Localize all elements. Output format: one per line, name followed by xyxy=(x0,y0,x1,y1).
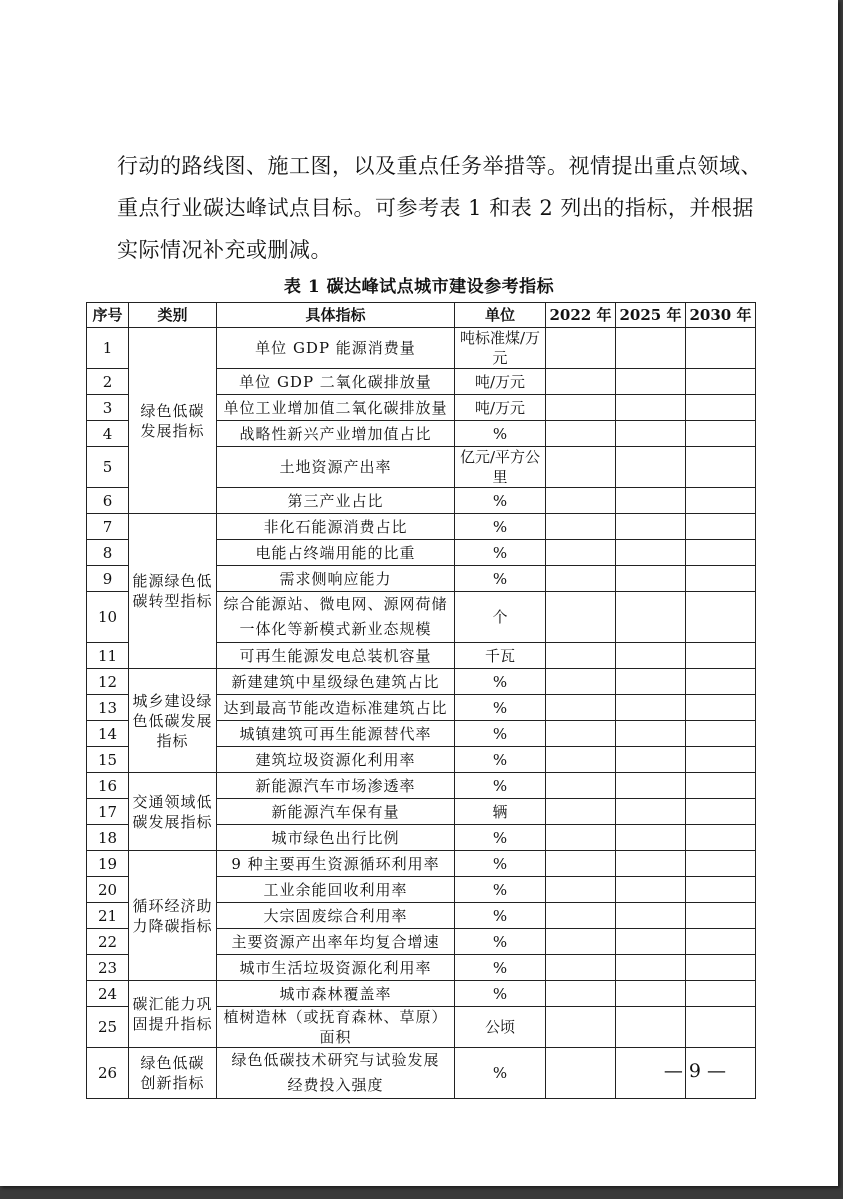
category-cell xyxy=(129,1048,217,1099)
value-cell-2022[interactable] xyxy=(546,328,616,369)
row-number: 19 xyxy=(87,851,129,877)
value-cell-2022[interactable] xyxy=(546,592,616,643)
header-indicator: 具体指标 xyxy=(217,303,455,328)
value-cell-2025[interactable] xyxy=(616,421,686,447)
category-label-line: 发展指标 xyxy=(140,421,205,440)
value-cell-2025[interactable] xyxy=(616,955,686,981)
value-cell-2022[interactable] xyxy=(546,488,616,514)
value-cell-2030[interactable] xyxy=(686,540,756,566)
unit-cell: 吨/万元 xyxy=(455,369,546,395)
unit-cell: 亿元/平方公里 xyxy=(455,447,546,488)
row-number: 8 xyxy=(87,540,129,566)
value-cell-2022[interactable] xyxy=(546,981,616,1007)
row-number: 6 xyxy=(87,488,129,514)
value-cell-2022[interactable] xyxy=(546,877,616,903)
unit-cell: % xyxy=(455,566,546,592)
unit-cell: % xyxy=(455,695,546,721)
category-label-line: 碳转型指标 xyxy=(132,592,213,610)
indicator-cell: 主要资源产出率年均复合增速 xyxy=(217,929,455,955)
category-cell xyxy=(129,981,217,1048)
unit-cell: % xyxy=(455,929,546,955)
row-number: 25 xyxy=(87,1007,129,1048)
indicator-cell: 9 种主要再生资源循环利用率 xyxy=(217,851,455,877)
header-unit: 单位 xyxy=(455,303,546,328)
table-header-row xyxy=(87,303,756,328)
indicator-cell: 城市生活垃圾资源化利用率 xyxy=(217,955,455,981)
value-cell-2030[interactable] xyxy=(686,369,756,395)
header-2025: 2025 年 xyxy=(616,303,686,328)
indicator-line: 一体化等新模式新业态规模 xyxy=(239,620,432,638)
value-cell-2022[interactable] xyxy=(546,514,616,540)
value-cell-2030[interactable] xyxy=(686,395,756,421)
indicator-cell: 新能源汽车保有量 xyxy=(217,799,455,825)
table-row xyxy=(87,328,756,369)
value-cell-2022[interactable] xyxy=(546,566,616,592)
row-number: 11 xyxy=(87,643,129,669)
value-cell-2025[interactable] xyxy=(616,903,686,929)
value-cell-2025[interactable] xyxy=(616,929,686,955)
row-number: 13 xyxy=(87,695,129,721)
row-number: 20 xyxy=(87,877,129,903)
header-no: 序号 xyxy=(87,303,129,328)
indicator-cell: 单位 GDP 能源消费量 xyxy=(217,328,455,369)
unit-cell: 千瓦 xyxy=(455,643,546,669)
value-cell-2030[interactable] xyxy=(686,903,756,929)
value-cell-2025[interactable] xyxy=(616,981,686,1007)
indicator-cell: 非化石能源消费占比 xyxy=(217,514,455,540)
value-cell-2022[interactable] xyxy=(546,395,616,421)
table-row xyxy=(87,669,756,695)
category-label-line: 固提升指标 xyxy=(132,1015,213,1033)
indicator-table xyxy=(86,302,756,1099)
category-label-line: 力降碳指标 xyxy=(132,916,213,935)
paragraph-line-1: 行动的路线图、施工图，以及重点任务举措等。视情提出重点领域、 xyxy=(117,154,762,178)
unit-cell: % xyxy=(455,851,546,877)
value-cell-2030[interactable] xyxy=(686,695,756,721)
value-cell-2022[interactable] xyxy=(546,903,616,929)
category-cell xyxy=(129,328,217,514)
value-cell-2025[interactable] xyxy=(616,695,686,721)
indicator-cell xyxy=(217,1048,455,1099)
value-cell-2025[interactable] xyxy=(616,773,686,799)
value-cell-2022[interactable] xyxy=(546,721,616,747)
value-cell-2030[interactable] xyxy=(686,773,756,799)
value-cell-2030[interactable] xyxy=(686,955,756,981)
value-cell-2030[interactable] xyxy=(686,981,756,1007)
row-number: 12 xyxy=(87,669,129,695)
value-cell-2025[interactable] xyxy=(616,643,686,669)
category-label-line: 绿色低碳 xyxy=(140,1054,205,1072)
indicator-cell: 城市绿色出行比例 xyxy=(217,825,455,851)
value-cell-2022[interactable] xyxy=(546,447,616,488)
unit-cell: % xyxy=(455,747,546,773)
value-cell-2022[interactable] xyxy=(546,747,616,773)
value-cell-2025[interactable] xyxy=(616,1007,686,1048)
indicator-cell: 城镇建筑可再生能源替代率 xyxy=(217,721,455,747)
indicator-cell: 单位 GDP 二氧化碳排放量 xyxy=(217,369,455,395)
unit-cell: % xyxy=(455,488,546,514)
indicator-cell: 建筑垃圾资源化利用率 xyxy=(217,747,455,773)
category-label-line: 能源绿色低 xyxy=(132,572,213,590)
unit-cell: % xyxy=(455,669,546,695)
row-number: 2 xyxy=(87,369,129,395)
unit-cell: % xyxy=(455,981,546,1007)
header-2030: 2030 年 xyxy=(686,303,756,328)
category-cell xyxy=(129,851,217,981)
unit-cell: % xyxy=(455,825,546,851)
unit-cell: 公顷 xyxy=(455,1007,546,1048)
indicator-line: 综合能源站、微电网、源网荷储 xyxy=(223,595,448,613)
row-number: 10 xyxy=(87,592,129,643)
unit-cell: % xyxy=(455,540,546,566)
row-number: 24 xyxy=(87,981,129,1007)
row-number: 15 xyxy=(87,747,129,773)
value-cell-2022[interactable] xyxy=(546,421,616,447)
category-cell xyxy=(129,773,217,851)
category-label-line: 城乡建设绿 xyxy=(132,691,213,710)
indicator-cell: 新建建筑中星级绿色建筑占比 xyxy=(217,669,455,695)
indicator-cell: 植树造林（或抚育森林、草原）面积 xyxy=(217,1007,455,1048)
value-cell-2022[interactable] xyxy=(546,540,616,566)
indicator-cell xyxy=(217,592,455,643)
value-cell-2025[interactable] xyxy=(616,592,686,643)
category-label-line: 绿色低碳 xyxy=(140,401,205,420)
value-cell-2030[interactable] xyxy=(686,328,756,369)
unit-cell: % xyxy=(455,903,546,929)
value-cell-2022[interactable] xyxy=(546,825,616,851)
value-cell-2030[interactable] xyxy=(686,929,756,955)
table-row xyxy=(87,851,756,877)
value-cell-2030[interactable] xyxy=(686,799,756,825)
table-body xyxy=(87,328,756,1099)
unit-cell: 个 xyxy=(455,592,546,643)
category-label-line: 色低碳发展 xyxy=(132,711,213,730)
category-label-line: 创新指标 xyxy=(140,1074,205,1092)
value-cell-2025[interactable] xyxy=(616,328,686,369)
row-number: 1 xyxy=(87,328,129,369)
row-number: 18 xyxy=(87,825,129,851)
indicator-cell: 大宗固废综合利用率 xyxy=(217,903,455,929)
indicator-cell: 达到最高节能改造标准建筑占比 xyxy=(217,695,455,721)
row-number: 7 xyxy=(87,514,129,540)
unit-cell: % xyxy=(455,421,546,447)
value-cell-2022[interactable] xyxy=(546,643,616,669)
unit-cell: % xyxy=(455,955,546,981)
header-category: 类别 xyxy=(129,303,217,328)
header-2022: 2022 年 xyxy=(546,303,616,328)
value-cell-2022[interactable] xyxy=(546,851,616,877)
indicator-cell: 可再生能源发电总装机容量 xyxy=(217,643,455,669)
indicator-cell: 战略性新兴产业增加值占比 xyxy=(217,421,455,447)
table-row xyxy=(87,981,756,1007)
page-number: — 9 — xyxy=(663,1060,726,1082)
paragraph-line-3: 实际情况补充或删减。 xyxy=(117,238,332,262)
value-cell-2030[interactable] xyxy=(686,747,756,773)
value-cell-2030[interactable] xyxy=(686,851,756,877)
unit-cell: % xyxy=(455,514,546,540)
value-cell-2022[interactable] xyxy=(546,369,616,395)
unit-cell: 吨标准煤/万元 xyxy=(455,328,546,369)
indicator-cell: 土地资源产出率 xyxy=(217,447,455,488)
value-cell-2022[interactable] xyxy=(546,773,616,799)
row-number: 23 xyxy=(87,955,129,981)
indicator-line: 经费投入强度 xyxy=(287,1076,384,1094)
indicator-cell: 单位工业增加值二氧化碳排放量 xyxy=(217,395,455,421)
value-cell-2030[interactable] xyxy=(686,514,756,540)
value-cell-2025[interactable] xyxy=(616,488,686,514)
value-cell-2025[interactable] xyxy=(616,540,686,566)
category-label-line: 循环经济助 xyxy=(132,896,213,915)
value-cell-2030[interactable] xyxy=(686,592,756,643)
value-cell-2025[interactable] xyxy=(616,395,686,421)
value-cell-2025[interactable] xyxy=(616,669,686,695)
value-cell-2022[interactable] xyxy=(546,669,616,695)
value-cell-2025[interactable] xyxy=(616,877,686,903)
value-cell-2030[interactable] xyxy=(686,825,756,851)
row-number: 3 xyxy=(87,395,129,421)
category-cell xyxy=(129,514,217,669)
value-cell-2030[interactable] xyxy=(686,447,756,488)
value-cell-2025[interactable] xyxy=(616,447,686,488)
value-cell-2030[interactable] xyxy=(686,566,756,592)
table-row xyxy=(87,1048,756,1099)
unit-cell: % xyxy=(455,773,546,799)
value-cell-2025[interactable] xyxy=(616,721,686,747)
value-cell-2025[interactable] xyxy=(616,514,686,540)
table-row xyxy=(87,773,756,799)
value-cell-2025[interactable] xyxy=(616,369,686,395)
row-number: 9 xyxy=(87,566,129,592)
indicator-cell: 新能源汽车市场渗透率 xyxy=(217,773,455,799)
value-cell-2022[interactable] xyxy=(546,695,616,721)
category-label-line: 碳发展指标 xyxy=(132,812,213,831)
value-cell-2025[interactable] xyxy=(616,799,686,825)
value-cell-2025[interactable] xyxy=(616,566,686,592)
value-cell-2022[interactable] xyxy=(546,929,616,955)
value-cell-2030[interactable] xyxy=(686,877,756,903)
value-cell-2030[interactable] xyxy=(686,669,756,695)
indicator-cell: 城市森林覆盖率 xyxy=(217,981,455,1007)
table-caption: 表 1 碳达峰试点城市建设参考指标 xyxy=(283,277,555,297)
row-number: 17 xyxy=(87,799,129,825)
indicator-cell: 需求侧响应能力 xyxy=(217,566,455,592)
value-cell-2025[interactable] xyxy=(616,747,686,773)
category-label-line: 碳汇能力巩 xyxy=(132,995,213,1013)
value-cell-2030[interactable] xyxy=(686,421,756,447)
value-cell-2022[interactable] xyxy=(546,799,616,825)
value-cell-2030[interactable] xyxy=(686,1007,756,1048)
value-cell-2030[interactable] xyxy=(686,488,756,514)
value-cell-2025[interactable] xyxy=(616,851,686,877)
row-number: 21 xyxy=(87,903,129,929)
indicator-cell: 电能占终端用能的比重 xyxy=(217,540,455,566)
row-number: 14 xyxy=(87,721,129,747)
value-cell-2025[interactable] xyxy=(616,825,686,851)
value-cell-2030[interactable] xyxy=(686,643,756,669)
category-cell xyxy=(129,669,217,773)
unit-cell: % xyxy=(455,1048,546,1099)
row-number: 5 xyxy=(87,447,129,488)
row-number: 4 xyxy=(87,421,129,447)
table-row xyxy=(87,514,756,540)
row-number: 22 xyxy=(87,929,129,955)
category-label-line: 指标 xyxy=(156,731,189,750)
value-cell-2022[interactable] xyxy=(546,1007,616,1048)
row-number: 26 xyxy=(87,1048,129,1099)
indicator-line: 绿色低碳技术研究与试验发展 xyxy=(231,1051,440,1069)
indicator-cell: 第三产业占比 xyxy=(217,488,455,514)
value-cell-2022[interactable] xyxy=(546,1048,616,1099)
value-cell-2030[interactable] xyxy=(686,721,756,747)
category-label-line: 交通领域低 xyxy=(132,792,213,811)
indicator-cell: 工业余能回收利用率 xyxy=(217,877,455,903)
paragraph-line-2: 重点行业碳达峰试点目标。可参考表 1 和表 2 列出的指标，并根据 xyxy=(117,196,754,220)
unit-cell: % xyxy=(455,721,546,747)
row-number: 16 xyxy=(87,773,129,799)
value-cell-2022[interactable] xyxy=(546,955,616,981)
unit-cell: 辆 xyxy=(455,799,546,825)
unit-cell: 吨/万元 xyxy=(455,395,546,421)
unit-cell: % xyxy=(455,877,546,903)
